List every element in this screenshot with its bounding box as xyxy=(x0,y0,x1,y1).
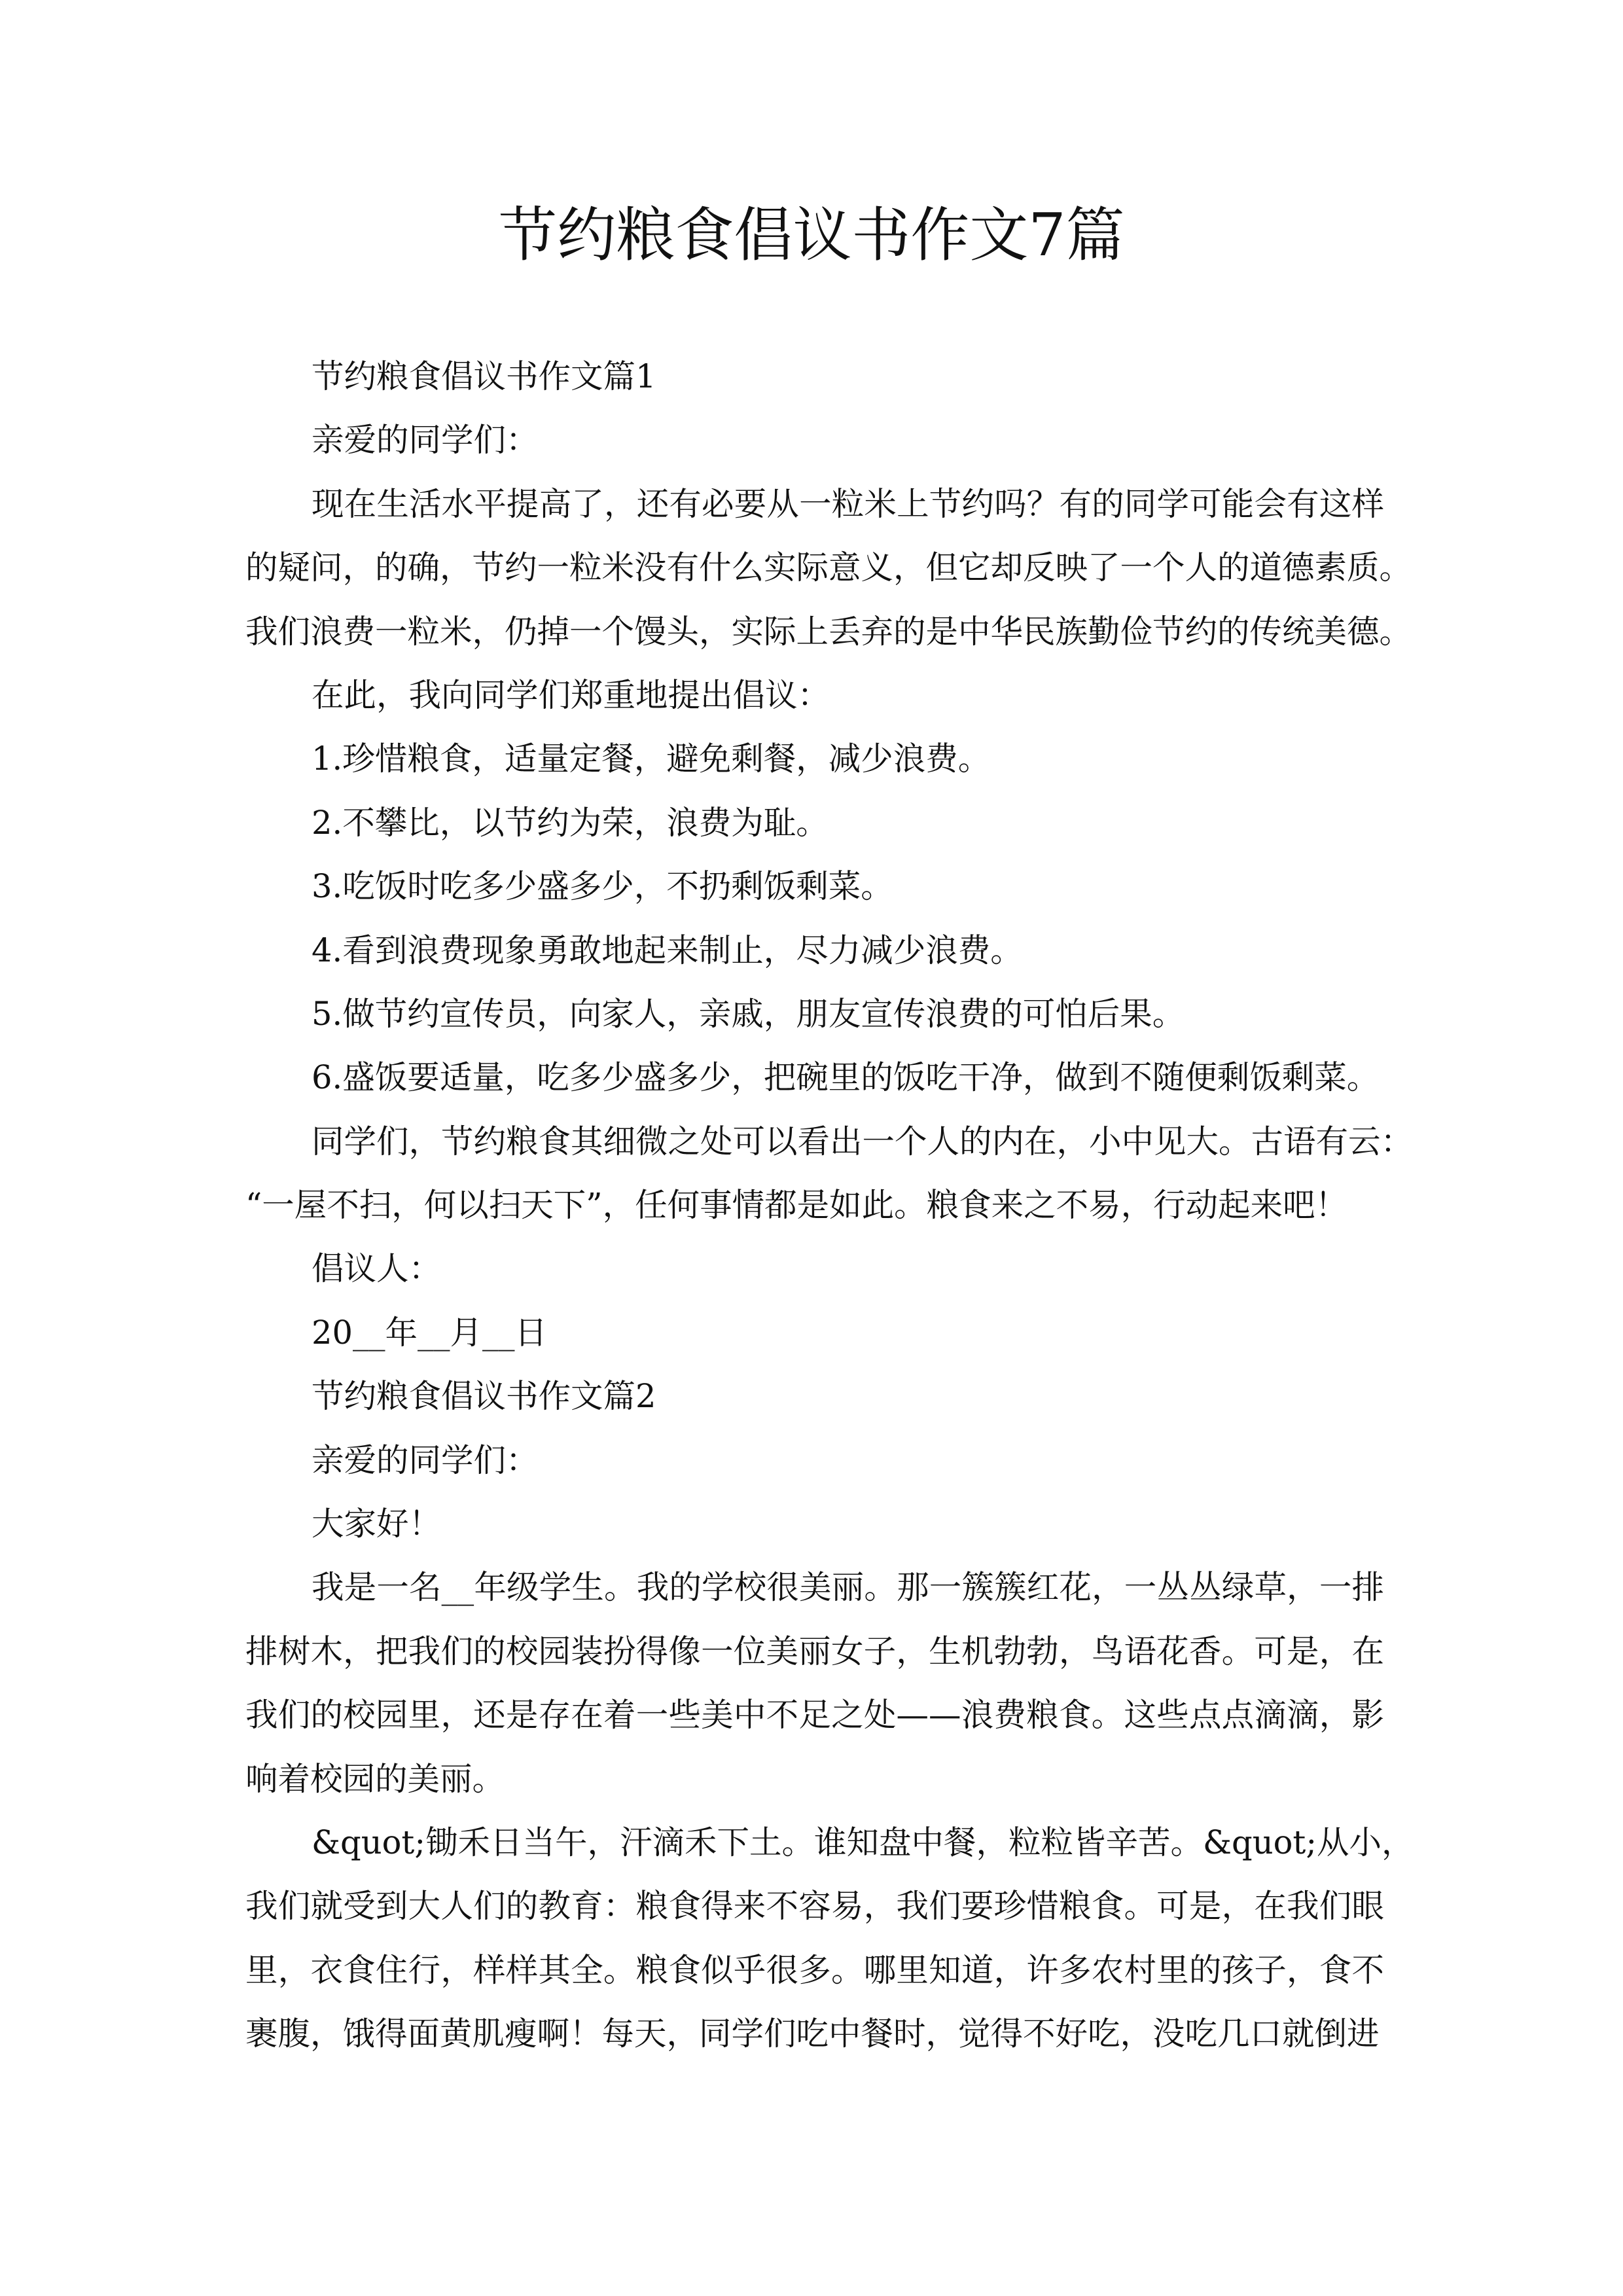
text-line: 我们浪费一粒米，仍掉一个馒头，实际上丢弃的是中华民族勤俭节约的传统美德。 xyxy=(245,612,1412,651)
paragraph xyxy=(245,1556,1384,1811)
text-line: 我是一名__年级学生。我的学校很美丽。那一簇簇红花，一丛丛绿草，一排 xyxy=(312,1568,1384,1607)
document-body xyxy=(245,345,1414,2066)
text-line: 节约粮食倡议书作文篇2 xyxy=(312,1377,656,1416)
paragraph xyxy=(245,1492,1384,1556)
paragraph xyxy=(245,345,1384,408)
text-line: 1.珍惜粮食，适量定餐，避免剩餐，减少浪费。 xyxy=(312,740,991,778)
paragraph xyxy=(245,855,1384,918)
text-line: 现在生活水平提高了，还有必要从一粒米上节约吗？有的同学可能会有这样 xyxy=(312,484,1384,523)
text-line: “一屋不扫，何以扫天下”，任何事情都是如此。粮食来之不易，行动起来吧！ xyxy=(245,1186,1348,1225)
text-line: 同学们，节约粮食其细微之处可以看出一个人的内在，小中见大。古语有云： xyxy=(312,1122,1413,1160)
text-line: 亲爱的同学们： xyxy=(312,1441,539,1479)
text-line: 我们就受到大人们的教育：粮食得来不容易，我们要珍惜粮食。可是，在我们眼 xyxy=(245,1887,1384,1926)
text-line: 倡议人： xyxy=(312,1249,441,1288)
paragraph xyxy=(245,1110,1413,1238)
paragraph xyxy=(245,727,1384,791)
paragraph xyxy=(245,1046,1384,1109)
paragraph xyxy=(245,1811,1414,2066)
paragraph xyxy=(245,473,1412,664)
text-line: 大家好！ xyxy=(312,1505,441,1543)
text-line: 3.吃饭时吃多少盛多少，不扔剩饭剩菜。 xyxy=(312,867,893,906)
paragraph xyxy=(245,1301,1384,1365)
text-line: 我们的校园里，还是存在着一些美中不足之处——浪费粮食。这些点点滴滴，影 xyxy=(245,1696,1384,1734)
paragraph xyxy=(245,1365,1384,1428)
paragraph xyxy=(245,791,1384,855)
text-line: 响着校园的美丽。 xyxy=(245,1759,505,1798)
text-line: 排树木，把我们的校园装扮得像一位美丽女子，生机勃勃，鸟语花香。可是，在 xyxy=(245,1632,1384,1670)
text-line: 节约粮食倡议书作文篇1 xyxy=(312,357,656,395)
text-line: 的疑问，的确，节约一粒米没有什么实际意义，但它却反映了一个人的道德素质。 xyxy=(245,548,1412,587)
text-line: 4.看到浪费现象勇敢地起来制止，尽力减少浪费。 xyxy=(312,931,1023,969)
paragraph xyxy=(245,982,1384,1046)
text-line: 裹腹，饿得面黄肌瘦啊！每天，同学们吃中餐时，觉得不好吃，没吃几口就倒进 xyxy=(245,2015,1380,2053)
document-title: 节约粮食倡议书作文7篇 xyxy=(498,201,1125,270)
text-line: 里，衣食住行，样样其全。粮食似乎很多。哪里知道，许多农村里的孩子，食不 xyxy=(245,1950,1384,1989)
paragraph xyxy=(245,1429,1384,1492)
text-line: 亲爱的同学们： xyxy=(312,421,539,459)
paragraph xyxy=(245,664,1384,727)
paragraph xyxy=(245,919,1384,982)
text-line: 在此，我向同学们郑重地提出倡议： xyxy=(312,675,830,714)
text-line: 5.做节约宣传员，向家人，亲戚，朋友宣传浪费的可怕后果。 xyxy=(312,994,1185,1033)
text-line: 6.盛饭要适量，吃多少盛多少，把碗里的饭吃干净，做到不随便剩饭剩菜。 xyxy=(312,1058,1380,1097)
paragraph xyxy=(245,1237,1384,1300)
paragraph xyxy=(245,408,1384,472)
text-line: 2.不攀比，以节约为荣，浪费为耻。 xyxy=(312,803,829,842)
text-line: &quot;锄禾日当午，汗滴禾下土。谁知盘中餐，粒粒皆辛苦。&quot;从小， xyxy=(312,1823,1414,1861)
text-line: 20__年__月__日 xyxy=(312,1313,547,1352)
